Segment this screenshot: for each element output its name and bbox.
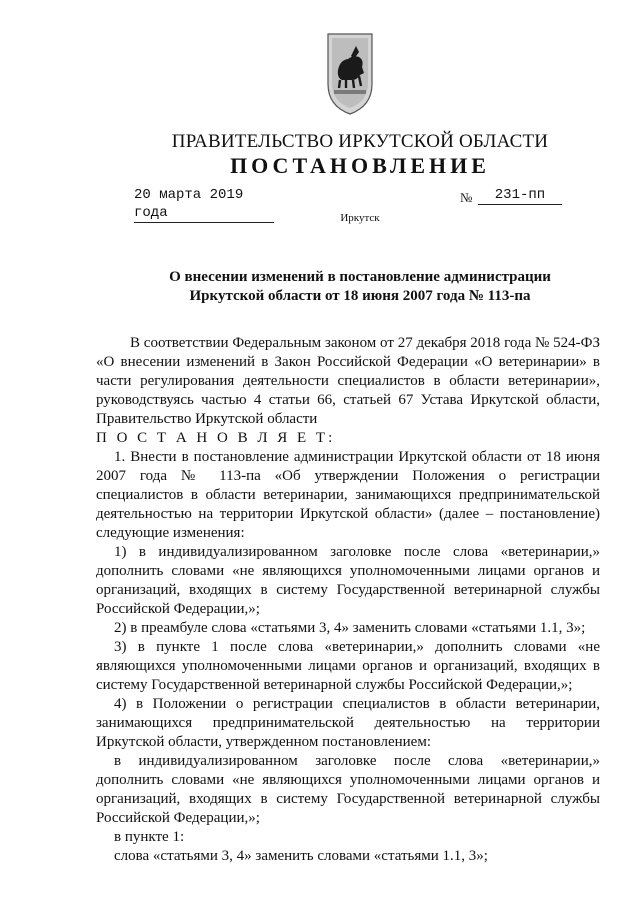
paragraph-1-1: 1) в индивидуализированном заголовке после слова «ветеринарии,» дополнить словами «не являющихся уполномоченными лицами органов и организаций, входящих в систему Государственной ветеринарной службы Российской Федерации,»; bbox=[96, 544, 600, 617]
coat-of-arms-icon bbox=[326, 30, 374, 116]
number-sign: № bbox=[460, 190, 473, 205]
title-line-2: Иркутской области от 18 июня 2007 года № 113-па bbox=[189, 288, 531, 304]
paragraph-1-3: 3) в пункте 1 после слова «ветеринарии,» дополнить словами «не являющихся уполномоченными лицами органов и организаций, входящих в систему Государственной ветеринарной службы Российской Федерации,»; bbox=[96, 639, 600, 693]
paragraph-1-4-point-1-change: слова «статьями 3, 4» заменить словами «статьями 1.1, 3»; bbox=[114, 848, 488, 864]
document-type-heading: ПОСТАНОВЛЕНИЕ bbox=[230, 153, 490, 178]
paragraph-1-4-title: в индивидуализированном заголовке после слова «ветеринарии,» дополнить словами «не являющихся уполномоченными лицами органов и организаций, входящих в систему Государственной ветеринарной службы Российской Федерации,»; bbox=[96, 753, 600, 826]
document-title bbox=[100, 268, 620, 306]
government-heading: ПРАВИТЕЛЬСТВО ИРКУТСКОЙ ОБЛАСТИ bbox=[171, 131, 549, 152]
paragraph-1-4-point-1: в пункте 1: bbox=[114, 829, 185, 845]
paragraph-1-2: 2) в преамбуле слова «статьями 3, 4» заменить словами «статьями 1.1, 3»; bbox=[114, 620, 586, 636]
title-line-1: О внесении изменений в постановление администрации bbox=[169, 269, 551, 285]
city-name: Иркутск bbox=[340, 212, 380, 224]
decree-number: 231-пп bbox=[478, 186, 562, 205]
paragraph-1: 1. Внести в постановление администрации Иркутской области от 18 июня 2007 года № 113-па «Об утверждении Положения о регистрации специалистов в области ветеринарии, занимающихся предпринимательской деятельностью на территории Иркутской области» (далее – постановление) следующие изменения: bbox=[96, 449, 600, 541]
paragraph-1-4: 4) в Положении о регистрации специалистов в области ветеринарии, занимающихся предпринимательской деятельностью на территории Иркутской области, утвержденном постановлением: bbox=[96, 696, 600, 750]
resolves-heading: П О С Т А Н О В Л Я Е Т: bbox=[96, 430, 336, 446]
decree-date: 20 марта 2019 года bbox=[134, 186, 274, 223]
preamble-paragraph: В соответствии Федеральным законом от 27 декабря 2018 года № 524-ФЗ «О внесении изменений в Закон Российской Федерации «О ветеринарии» в части регулирования деятельности специалистов в области ветеринарии», руководствуясь частью 4 статьи 66, статьей 67 Устава Иркутской области, Правительство Иркутской области bbox=[96, 335, 600, 427]
document-body bbox=[96, 334, 600, 866]
